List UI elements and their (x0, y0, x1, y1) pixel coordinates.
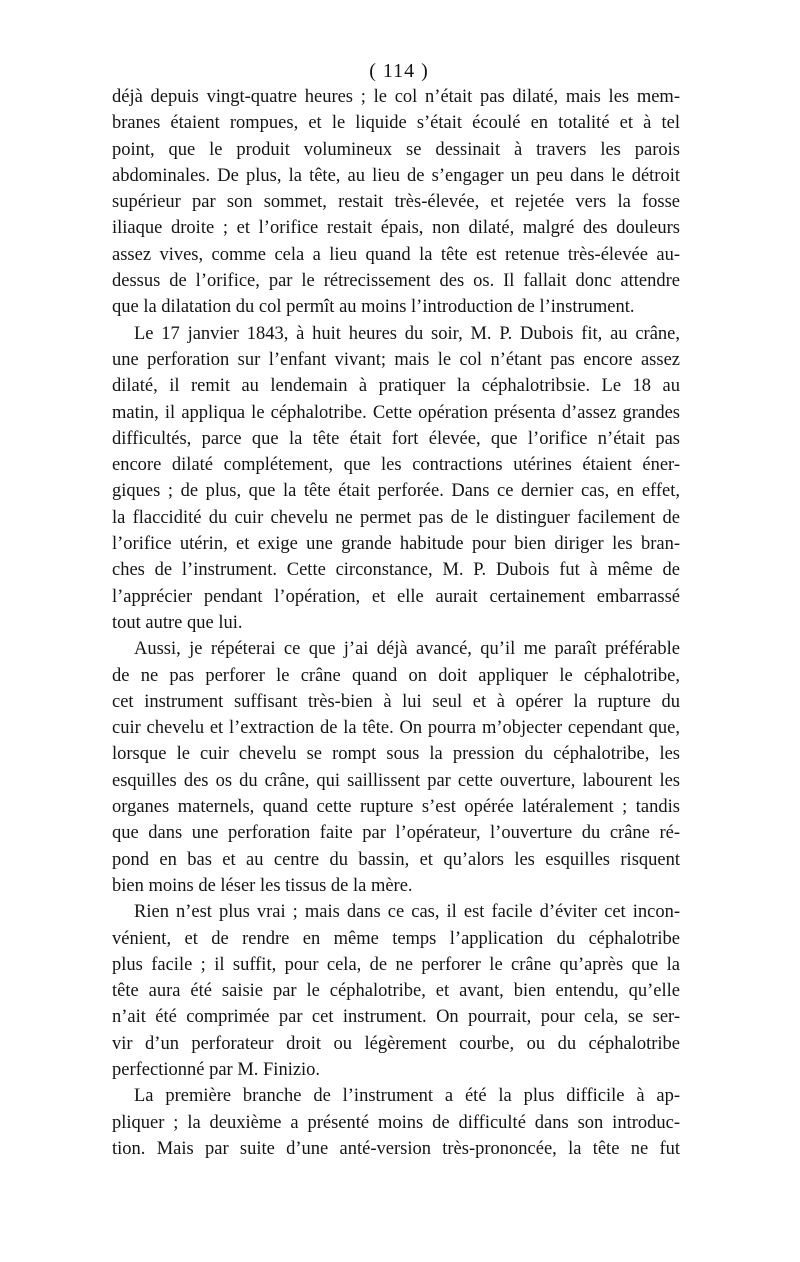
paragraph-start-line: Aussi, je répéterai ce que j’ai déjà avancé, qu’il me paraît préférable (134, 639, 680, 660)
text-line: point, que le produit volumineux se dessinait à travers les parois (112, 139, 680, 160)
text-line: iliaque droite ; et l’orifice restait épais, non dilaté, malgré des douleurs (112, 218, 680, 239)
text-line: l’orifice utérin, et exige une grande habitude pour bien diriger les bran- (112, 534, 680, 555)
text-line: l’apprécier pendant l’opération, et elle aurait certainement embarrassé (112, 586, 680, 607)
text-line: encore dilaté complétement, que les contractions utérines étaient éner- (112, 455, 680, 476)
paragraph-start-line: La première branche de l’instrument a été la plus difficile à ap- (134, 1086, 680, 1107)
text-line: ches de l’instrument. Cette circonstance, M. P. Dubois fut à même de (112, 560, 680, 581)
text-line: vir d’un perforateur droit ou légèrement courbe, ou du céphalotribe (112, 1033, 680, 1054)
text-line: que dans une perforation faite par l’opérateur, l’ouverture du crâne ré- (112, 823, 680, 844)
text-line: dilaté, il remit au lendemain à pratiquer la céphalotribsie. Le 18 au (112, 376, 680, 397)
text-line: cuir chevelu et l’extraction de la tête. On pourra m’objecter cependant que, (112, 718, 680, 739)
text-line: plus facile ; il suffit, pour cela, de ne perforer le crâne qu’après que la (112, 954, 680, 975)
text-line: déjà depuis vingt-quatre heures ; le col n’était pas dilaté, mais les mem- (112, 87, 680, 107)
paragraph-start-line: Le 17 janvier 1843, à huit heures du soir, M. P. Dubois fit, au crâne, (134, 323, 680, 344)
text-line: abdominales. De plus, la tête, au lieu de s’engager un peu dans le détroit (112, 165, 680, 186)
text-line: la flaccidité du cuir chevelu ne permet pas de le distinguer facilement de (112, 507, 680, 528)
paragraph-start-line: Rien n’est plus vrai ; mais dans ce cas, il est facile d’éviter cet incon- (134, 902, 680, 923)
text-line: perfectionné par M. Finizio. (112, 1059, 321, 1080)
text-line: tête aura été saisie par le céphalotribe, et avant, bien entendu, qu’elle (112, 981, 680, 1002)
text-line: de ne pas perforer le crâne quand on doit appliquer le céphalotribe, (112, 665, 680, 686)
text-line: pond en bas et au centre du bassin, et qu’alors les esquilles risquent (112, 849, 680, 870)
text-line: branes étaient rompues, et le liquide s’était écoulé en totalité et à tel (112, 113, 680, 134)
text-line: supérieur par son sommet, restait très-élevée, et rejetée vers la fosse (112, 192, 680, 213)
text-line: esquilles des os du crâne, qui saillissent par cette ouverture, labourent les (112, 770, 680, 791)
text-line: assez vives, comme cela a lieu quand la tête est retenue très-élevée au- (112, 244, 680, 265)
text-line: vénient, et de rendre en même temps l’application du céphalotribe (112, 928, 680, 949)
text-line: cet instrument suffisant très-bien à lui seul et à opérer la rupture du (112, 691, 680, 712)
body-text (112, 84, 680, 1162)
text-line: giques ; de plus, que la tête était perforée. Dans ce dernier cas, en effet, (112, 481, 680, 502)
text-line: tout autre que lui. (112, 612, 243, 633)
text-line: tion. Mais par suite d’une anté-version très-prononcée, la tête ne fut (112, 1138, 680, 1159)
text-line: bien moins de léser les tissus de la mère. (112, 875, 413, 896)
text-line: organes maternels, quand cette rupture s’est opérée latéralement ; tandis (112, 797, 680, 818)
text-line: que la dilatation du col permît au moins l’introduction de l’instrument. (112, 297, 635, 318)
text-line: dessus de l’orifice, par le rétrecissement des os. Il fallait donc attendre (112, 271, 680, 292)
book-page (112, 58, 680, 1162)
text-line: lorsque le cuir chevelu se rompt sous la pression du céphalotribe, les (112, 744, 680, 765)
text-line: matin, il appliqua le céphalotribe. Cette opération présenta d’assez grandes (112, 402, 680, 423)
text-line: pliquer ; la deuxième a présenté moins de difficulté dans son introduc- (112, 1112, 680, 1133)
text-line: une perforation sur l’enfant vivant; mais le col n’étant pas encore assez (112, 349, 680, 370)
text-line: difficultés, parce que la tête était fort élevée, que l’orifice n’était pas (112, 428, 680, 449)
page-number: ( 114 ) (369, 60, 429, 82)
text-line: n’ait été comprimée par cet instrument. On pourrait, pour cela, se ser- (112, 1007, 680, 1028)
